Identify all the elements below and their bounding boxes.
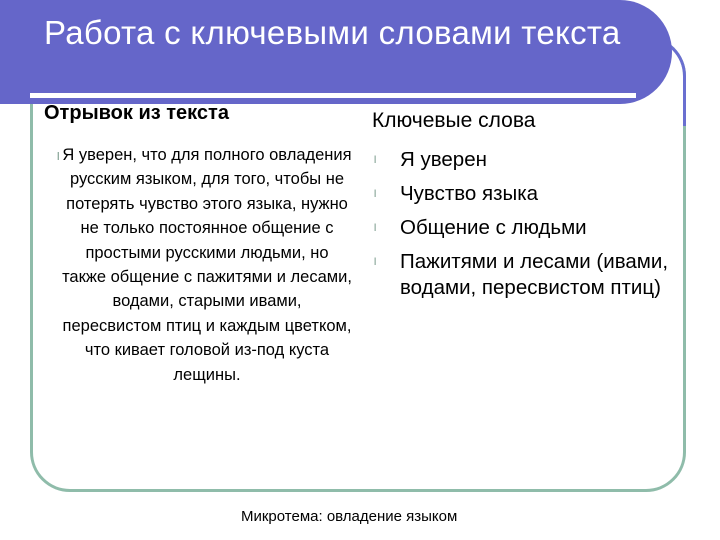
bullet-icon: l bbox=[57, 151, 60, 163]
text-excerpt: Я уверен, что для полного овладения русским языком, для того, чтобы не потерять чувство этого языка, нужно не только постоянное общение с простыми русскими людьми, но также общение с пажитями и лесами, водами, старыми ивами, пересвистом птиц и каждым цветком, что кивает головой из-под куста лещины. bbox=[62, 146, 352, 384]
keyword-item bbox=[370, 147, 670, 173]
keywords-list bbox=[370, 147, 670, 309]
keyword-item bbox=[370, 181, 670, 207]
bullet-icon: l bbox=[374, 223, 377, 234]
keyword-text: Я уверен bbox=[400, 148, 487, 171]
bullet-icon: l bbox=[374, 155, 377, 166]
keyword-text: Пажитями и лесами (ивами, водами, пересвистом птиц) bbox=[400, 250, 669, 299]
excerpt-heading: Отрывок из текста bbox=[44, 102, 229, 124]
bullet-icon: l bbox=[374, 189, 377, 200]
title-underline bbox=[30, 93, 636, 98]
keywords-heading: Ключевые слова bbox=[372, 109, 536, 132]
microtheme-caption: Микротема: овладение языком bbox=[241, 508, 458, 525]
slide-title: Работа с ключевыми словами текста bbox=[44, 14, 621, 51]
bullet-icon: l bbox=[374, 257, 377, 268]
keyword-text: Чувство языка bbox=[400, 182, 539, 205]
keyword-item bbox=[370, 249, 670, 301]
keyword-text: Общение с людьми bbox=[400, 216, 587, 239]
keyword-item bbox=[370, 215, 670, 241]
